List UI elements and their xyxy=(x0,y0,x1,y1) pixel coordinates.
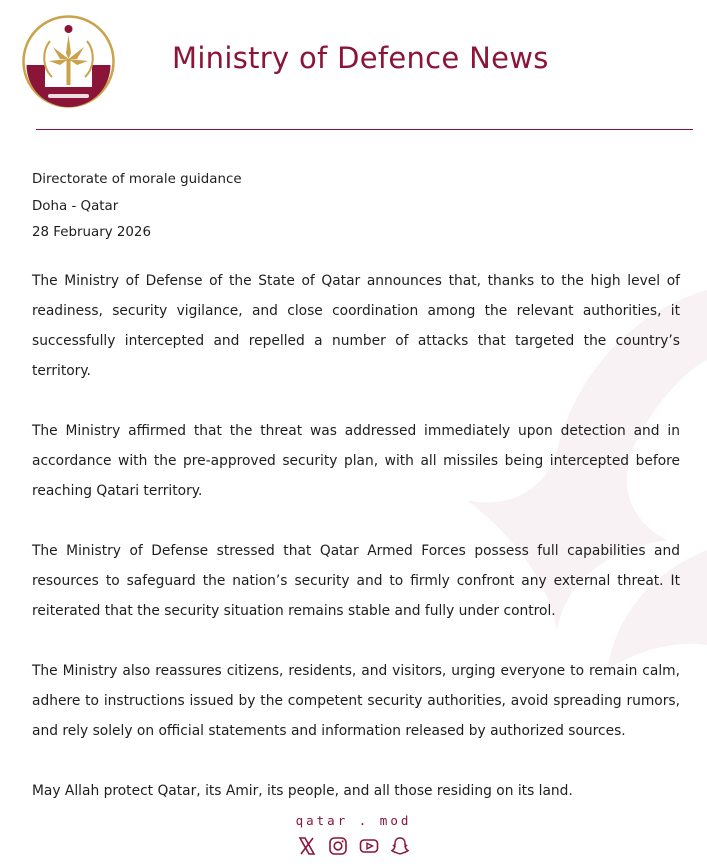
instagram-icon[interactable] xyxy=(327,835,349,857)
snapchat-icon[interactable] xyxy=(389,835,411,857)
header-divider xyxy=(36,129,693,130)
footer xyxy=(0,812,707,861)
page-title: Ministry of Defence News xyxy=(172,41,549,75)
social-links xyxy=(296,835,411,857)
paragraph: The Ministry of Defense of the State of Qatar announces that, thanks to the high level of readiness, security vigilance, and close coordination among the relevant authorities, it successfully intercepted and repelled a number of attacks that targeted the country’s territory. xyxy=(32,273,680,379)
closing-line: May Allah protect Qatar, its Amir, its people, and all those residing on its land. xyxy=(32,783,573,799)
letterhead xyxy=(0,0,707,132)
paragraph: The Ministry affirmed that the threat was addressed immediately upon detection and in accordance with the pre-approved security plan, with all missiles being intercepted before reaching Qatari territory. xyxy=(32,423,680,499)
paragraph: The Ministry of Defense stressed that Qatar Armed Forces possess full capabilities and resources to safeguard the nation’s security and to firmly confront any external threat. It reiterated that the security situation remains stable and fully under control. xyxy=(32,543,680,619)
paragraph: The Ministry also reassures citizens, residents, and visitors, urging everyone to remain calm, adhere to instructions issued by the competent security authorities, avoid spreading rumors, and rely solely on official statements and information released by authorized sources. xyxy=(32,663,680,739)
date-line: 28 February 2026 xyxy=(32,225,151,240)
dateline-block xyxy=(32,167,242,247)
youtube-icon[interactable] xyxy=(358,835,380,857)
directorate-line: Directorate of morale guidance xyxy=(32,172,242,187)
x-icon[interactable] xyxy=(296,835,318,857)
statement-body xyxy=(32,266,680,806)
ministry-emblem-logo xyxy=(22,15,115,108)
location-line: Doha - Qatar xyxy=(32,198,119,214)
social-handle[interactable]: qatar . mod xyxy=(295,813,412,828)
